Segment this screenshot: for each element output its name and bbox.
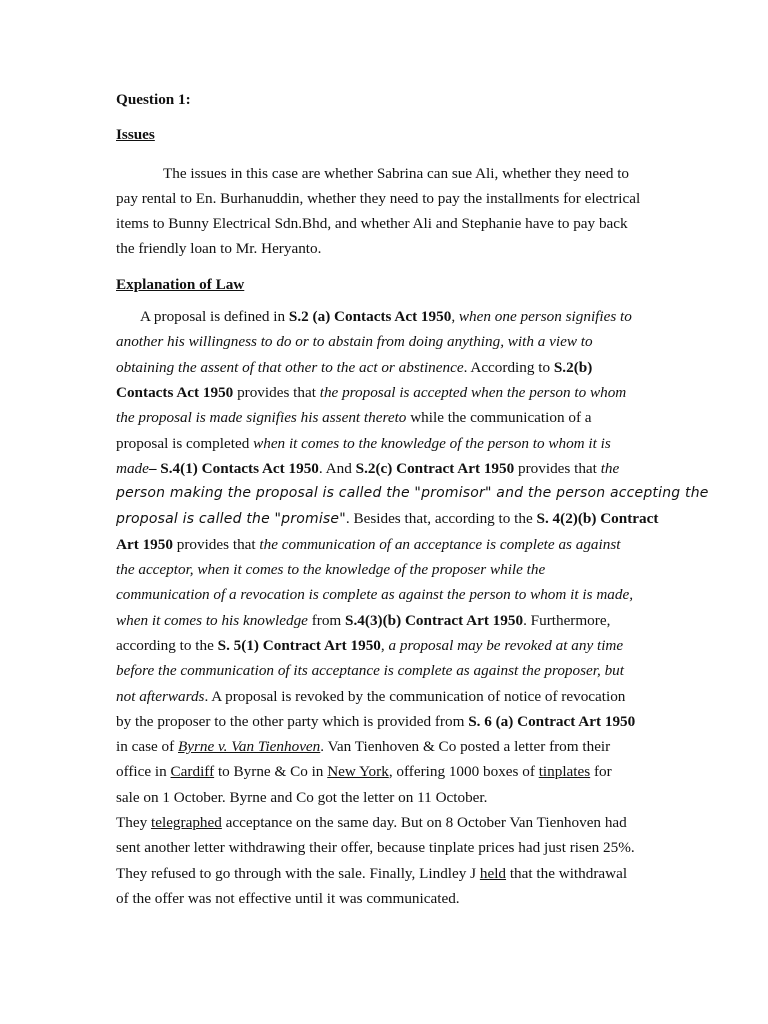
law-line-23: They refused to go through with the sale. Finally, Lindley J held that the withdrawal [116,864,628,882]
law-line-5: the proposal is made signifies his assent thereto while the communication of a [116,409,592,427]
link-new-york[interactable]: New York [327,763,389,781]
law-line-22: sent another letter withdrawing their offer, because tinplate prices had just risen 25%. [116,839,635,857]
issues-line-1: The issues in this case are whether Sabrina can sue Ali, whether they need to [163,164,630,182]
law-line-16: not afterwards. A proposal is revoked by the communication of notice of revocation [116,687,626,705]
law-line-14: according to the S. 5(1) Contract Art 1950, a proposal may be revoked at any time [116,636,624,654]
law-line-19: office in Cardiff to Byrne & Co in New York, offering 1000 boxes of tinplates for [116,763,612,781]
link-cardiff[interactable]: Cardiff [170,763,215,781]
law-line-8: person making the proposal is called the "promisor" and the person accepting the [116,485,709,502]
law-line-17: by the proposer to the other party which is provided from S. 6 (a) Contract Art 1950 [116,712,636,730]
law-line-21: They telegraphed acceptance on the same day. But on 8 October Van Tienhoven had [116,814,627,832]
law-line-24: of the offer was not effective until it was communicated. [116,889,460,907]
law-line-3: obtaining the assent of that other to the act or abstinence. According to S.2(b) [116,358,593,376]
issues-heading: Issues [116,126,155,144]
law-line-6: proposal is completed when it comes to the knowledge of the person to whom it is [116,434,611,452]
law-heading: Explanation of Law [116,275,245,293]
issues-line-4: the friendly loan to Mr. Heryanto. [116,240,322,258]
law-line-18: in case of Byrne v. Van Tienhoven. Van Tienhoven & Co posted a letter from their [116,738,611,756]
law-line-13: when it comes to his knowledge from S.4(3)(b) Contract Art 1950. Furthermore, [116,611,611,629]
case-name: Byrne v. Van Tienhoven [178,738,321,756]
law-line-12: communication of a revocation is complete as against the person to whom it is made, [116,586,634,604]
link-held[interactable]: held [479,864,507,882]
law-line-11: the acceptor, when it comes to the knowledge of the proposer while the [116,561,546,579]
law-line-2: another his willingness to do or to abstain from doing anything, with a view to [116,333,593,351]
question-title: Question 1: [116,91,191,108]
law-line-10: Art 1950 provides that the communication of an acceptance is complete as against [116,535,621,553]
law-line-9: proposal is called the "promise". Besides that, according to the S. 4(2)(b) Contract [116,510,659,528]
issues-line-3: items to Bunny Electrical Sdn.Bhd, and whether Ali and Stephanie have to pay back [116,215,628,233]
law-line-4: Contacts Act 1950 provides that the proposal is accepted when the person to whom [116,383,627,401]
law-line-20: sale on 1 October. Byrne and Co got the letter on 11 October. [116,788,488,806]
issues-line-2: pay rental to En. Burhanuddin, whether they need to pay the installments for electrical [116,189,641,207]
link-telegraphed[interactable]: telegraphed [151,814,222,832]
law-line-7: made– S.4(1) Contacts Act 1950. And S.2(c) Contract Art 1950 provides that the [116,459,620,477]
link-tinplates[interactable]: tinplates [538,763,591,781]
page-content [116,87,709,911]
law-line-15: before the communication of its acceptance is complete as against the proposer, but [116,662,624,680]
law-line-1: A proposal is defined in S.2 (a) Contacts Act 1950, when one person signifies to [140,308,632,326]
